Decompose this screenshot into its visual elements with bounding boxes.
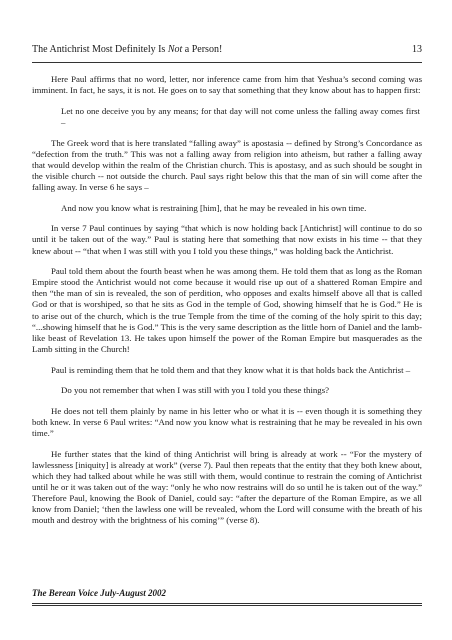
running-title-part: a Person!: [182, 44, 223, 55]
paragraph: He does not tell them plainly by name in his letter who or what it is -- even though it is something they both knew. In verse 6 Paul writes: “And now you know what is restraining that he may be revealed in his own time.”: [32, 405, 422, 439]
paragraph: Here Paul affirms that no word, letter, nor inference came from him that Yeshua’s second coming was imminent. In fact, he says, it is not. He goes on to say that something that they know about has to happen first:: [32, 74, 422, 96]
footer-rule: [32, 603, 422, 604]
scripture-quote: Do you not remember that when I was still with you I told you these things?: [61, 385, 330, 396]
running-footer: [32, 588, 422, 598]
paragraph: In verse 7 Paul continues by saying “that which is now holding back [Antichrist] will continue to do so until it be taken out of the way.” Paul is stating here that something that now exists in his time -- that they knew about -- “that when I was still with you I told you these things,” was holding back the Antichrist.: [32, 223, 422, 256]
footer-rule-double: [32, 605, 422, 606]
running-title: [32, 44, 222, 55]
running-title-emphasis: Not: [167, 44, 183, 55]
article-body: [32, 74, 422, 536]
page-number: 13: [412, 44, 422, 55]
running-title-part: The Antichrist Most Definitely Is: [32, 44, 168, 55]
paragraph: He further states that the kind of thing Antichrist will bring is already at work -- “For the mystery of lawlessness [iniquity] is already at work” (verse 7). Paul then repeats that the entity that they both knew about, which they had talked about while he was still with them, would continue to restrain the coming of Antichrist until he or it was taken out of the way: “only he who now restrains will do so until he is taken out of the way.” Therefore Paul, knowing the Book of Daniel, could say: “after the departure of the Roman Empire, as we all know from Daniel; ‘then the lawless one will be revealed, whom the Lord will consume with the breath of his mouth and destroy with the brightness of his coming’” (verse 8).: [32, 448, 422, 526]
scripture-quote: Let no one deceive you by any means; for that day will not come unless the falling away comes first –: [61, 105, 420, 127]
header-rule: [32, 62, 422, 63]
publication-name: The Berean Voice: [32, 588, 98, 598]
paragraph: The Greek word that is here translated “falling away” is apostasia -- defined by Strong’s Concordance as “defection from the truth.” This was not a falling away from religion into atheism, but rather a falling away that would develop within the realm of the Christian church. This is apostasy, and as such should be sought in the visible church -- not outside the church. Paul says right below this that the man of sin will come after the falling away. In verse 6 he says –: [32, 137, 422, 192]
paragraph: Paul told them about the fourth beast when he was among them. He told them that as long as the Roman Empire stood the Antichrist would not come because it would rise up out of a shattered Roman Empire and then “the man of sin is revealed, the son of perdition, who opposes and exalts himself above all that is called God or that is worshiped, so that he sits as God in the temple of God, showing himself that he is God.” He is to arise out of the church, which is the true Temple from the time of the coming of the holy spirit to this day; “...showing himself that he is God.” This is the very same description as the little horn of Daniel and the lamb-like beast of Revelation 13. He takes upon himself the power of the Roman Empire but masquerades as the Lamb sitting in the Church!: [32, 266, 422, 354]
running-header: [32, 44, 422, 58]
scripture-quote: And now you know what is restraining [him], that he may be revealed in his own time.: [61, 202, 367, 213]
paragraph: Paul is reminding them that he told them and that they know what it is that holds back the Antichrist –: [51, 364, 411, 375]
issue-date: July-August 2002: [98, 588, 167, 598]
